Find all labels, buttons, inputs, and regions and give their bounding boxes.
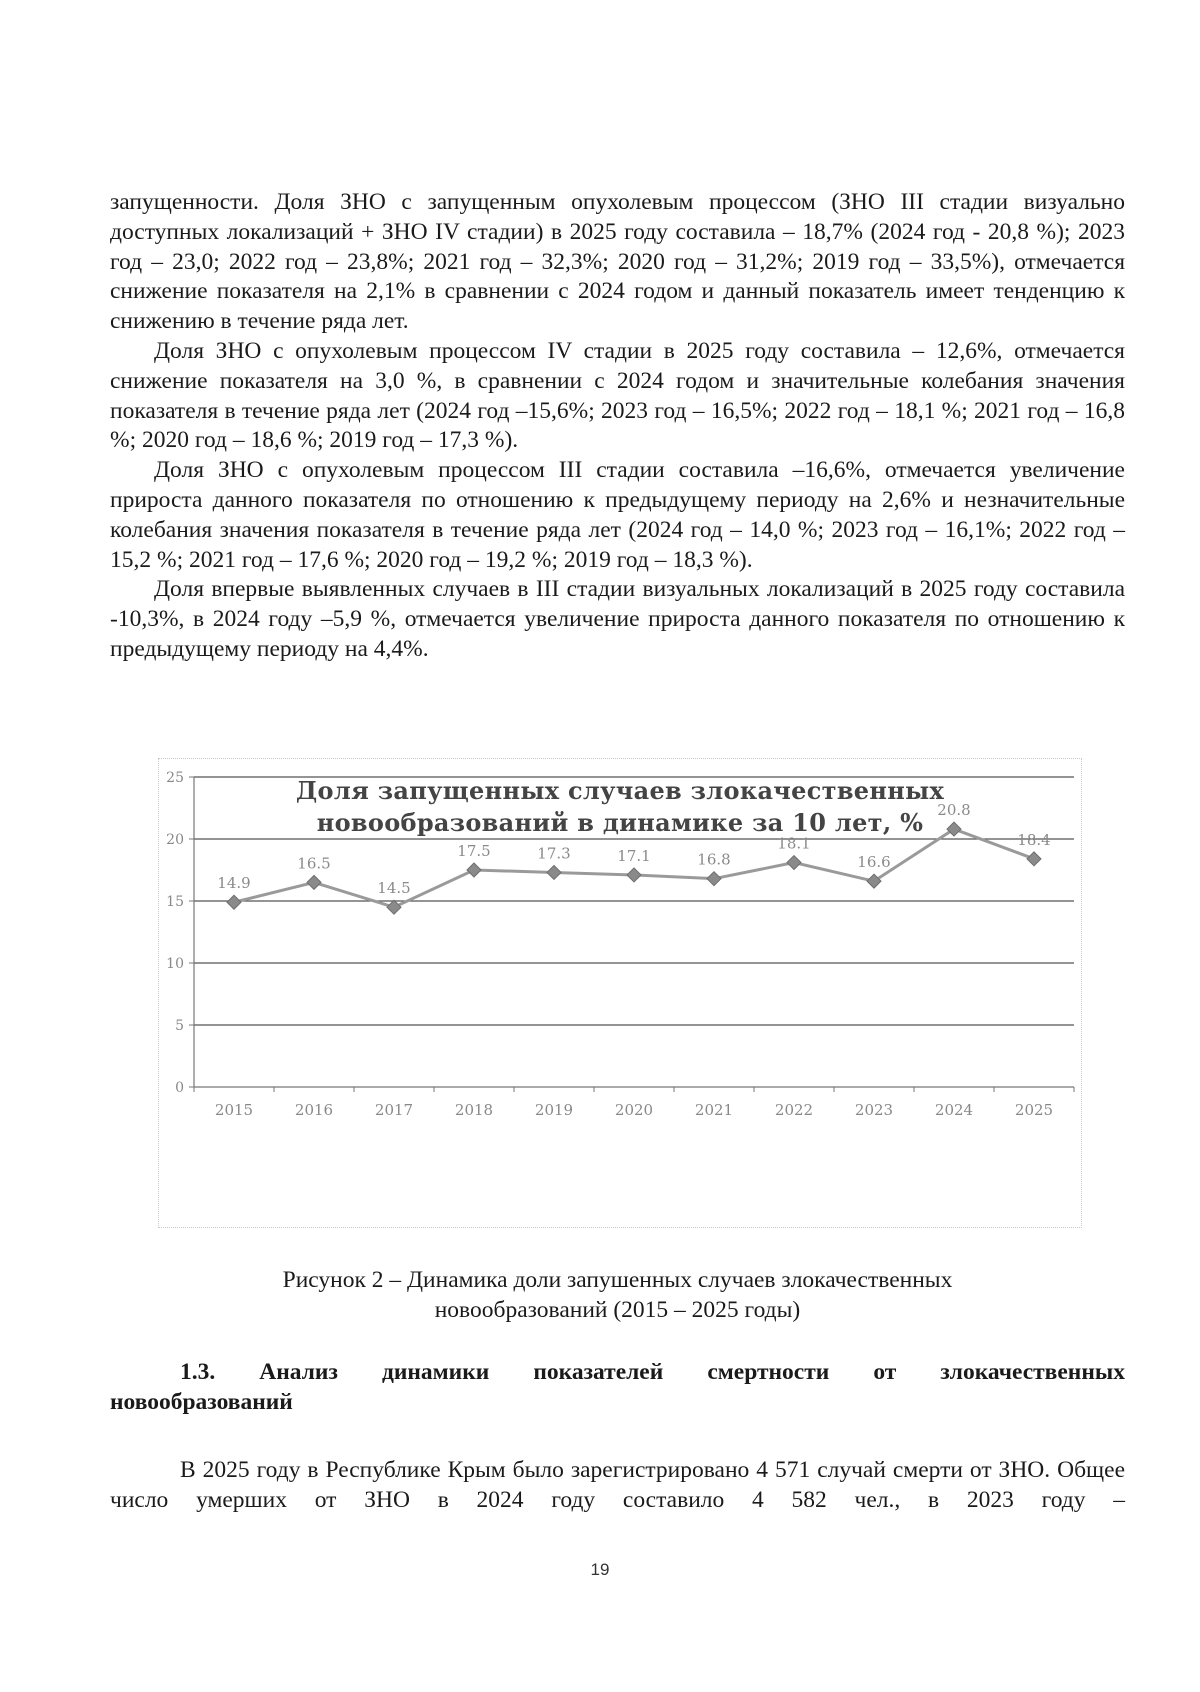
data-label: 17.1: [617, 846, 651, 865]
data-label: 16.6: [857, 853, 891, 872]
chart-title-line1: Доля запущенных случаев злокачественных: [295, 776, 945, 805]
caption-line1: Рисунок 2 – Динамика доли запушенных случаев злокачественных: [282, 1267, 953, 1293]
paragraph-5: В 2025 году в Республике Крым было зарегистрировано 4 571 случай смерти от ЗНО. Общее число умерших от ЗНО в 2024 году составило 4 582 чел., в 2023 году –: [110, 1457, 1125, 1513]
x-tick-label: 2021: [694, 1101, 734, 1119]
section-number: 1.3.: [180, 1359, 216, 1385]
section-word: злокачественных: [940, 1359, 1125, 1385]
data-label: 14.9: [217, 874, 251, 893]
figure-caption: [110, 1265, 1125, 1325]
data-label: 18.4: [1017, 830, 1051, 849]
x-tick-label: 2015: [214, 1101, 254, 1119]
y-tick-label: 15: [166, 894, 184, 910]
data-point: [787, 856, 801, 870]
y-tick-label: 20: [166, 832, 184, 848]
page-number: 19: [590, 1560, 610, 1579]
x-tick-label: 2022: [774, 1101, 814, 1119]
data-point: [227, 895, 241, 909]
y-tick-label: 5: [175, 1018, 184, 1034]
chart-title: [159, 775, 1081, 839]
paragraph-2: Доля ЗНО с опухолевым процессом IV стадии в 2025 году составила – 12,6%, отмечается снижение показателя на 3,0 %, в сравнении с 2024 годом и значительные колебания значения показателя в течение ряда лет (2024 год –15,6%; 2023 год – 16,5%; 2022 год – 18,1 %; 2021 год – 16,8 %; 2020 год – 18,6 %; 2019 год – 17,3 %).: [110, 337, 1125, 454]
data-label: 17.3: [537, 844, 571, 863]
data-label: 18.1: [777, 834, 811, 853]
data-point: [307, 875, 321, 889]
x-tick-label: 2024: [934, 1101, 974, 1119]
paragraph-3: Доля ЗНО с опухолевым процессом III стадии составила –16,6%, отмечается увеличение прироста данного показателя по отношению к предыдущему периоду на 2,6% и незначительные колебания значения показателя в течение ряда лет (2024 год – 14,0 %; 2023 год – 16,1%; 2022 год – 15,2 %; 2021 год – 17,6 %; 2020 год – 19,2 %; 2019 год – 18,3 %).: [110, 457, 1125, 573]
line-chart: [158, 758, 1082, 1228]
body-text-continued: [110, 1455, 1125, 1515]
x-tick-label: 2018: [454, 1101, 494, 1119]
y-tick-label: 25: [166, 770, 184, 786]
x-tick-label: 2016: [294, 1101, 334, 1119]
section-heading-line2: новообразований: [110, 1389, 293, 1415]
data-label: 16.8: [697, 850, 731, 869]
data-label: 17.5: [457, 842, 491, 860]
section-word: показателей: [533, 1359, 664, 1385]
data-point: [547, 865, 561, 879]
data-label: 14.5: [377, 879, 411, 898]
x-tick-label: 2025: [1014, 1101, 1054, 1119]
data-point: [627, 868, 641, 882]
section-word: от: [873, 1359, 897, 1385]
body-text: [110, 188, 1125, 665]
data-label: 16.5: [297, 854, 331, 873]
paragraph-4: Доля впервые выявленных случаев в III стадии визуальных локализаций в 2025 году составила -10,3%, в 2024 году –5,9 %, отмечается увеличение прироста данного показателя по отношению к предыдущему периоду на 4,4%.: [110, 576, 1125, 662]
data-point: [467, 863, 481, 877]
x-tick-label: 2019: [534, 1101, 574, 1119]
section-word: смертности: [707, 1359, 830, 1385]
section-word: Анализ: [259, 1359, 338, 1385]
data-point: [1027, 852, 1041, 866]
data-label: 20.8: [937, 801, 971, 820]
y-tick-label: 0: [175, 1080, 184, 1096]
x-tick-label: 2023: [854, 1101, 894, 1119]
data-point: [707, 872, 721, 886]
data-point: [387, 900, 401, 914]
x-tick-label: 2017: [374, 1101, 414, 1119]
caption-line2: новообразований (2015 – 2025 годы): [434, 1297, 801, 1323]
section-heading: [110, 1357, 1125, 1417]
section-word: динамики: [381, 1359, 490, 1385]
section-heading-line1: [110, 1357, 1125, 1387]
y-tick-label: 10: [166, 956, 184, 972]
paragraph-1: запущенности. Доля ЗНО с запущенным опухолевым процессом (ЗНО III стадии визуально доступных локализаций + ЗНО IV стадии) в 2025 году составила – 18,7% (2024 год - 20,8 %); 2023 год – 23,0; 2022 год – 23,8%; 2021 год – 32,3%; 2020 год – 31,2%; 2019 год – 33,5%), отмечается снижение показателя на 2,1% в сравнении с 2024 годом и данный показатель имеет тенденцию к снижению в течение ряда лет.: [110, 189, 1125, 335]
chart-title-line2: новообразований в динамике за 10 лет, %: [316, 808, 924, 837]
x-tick-label: 2020: [614, 1101, 654, 1119]
